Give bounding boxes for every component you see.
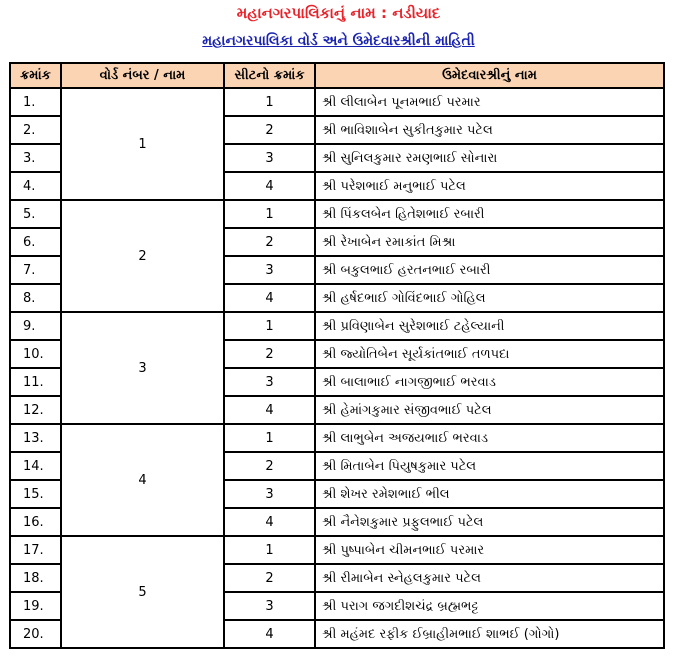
serial-cell: 11.: [10, 368, 61, 396]
serial-cell: 16.: [10, 508, 61, 536]
candidate-name-cell: શ્રી નૈનેશકુમાર પ્રફુલભાઈ પટેલ: [315, 508, 664, 536]
serial-cell: 9.: [10, 312, 61, 340]
seat-number-cell: 4: [224, 508, 315, 536]
ward-number-cell: 2: [61, 200, 224, 312]
seat-number-cell: 4: [224, 620, 315, 648]
header-serial: ક્રમાંક: [10, 63, 61, 88]
seat-number-cell: 4: [224, 172, 315, 200]
corporation-name-title: મહાનગરપાલિકાનું નામ : નડીયાદ: [236, 4, 441, 22]
header-seat: સીટનો ક્રમાંક: [224, 63, 315, 88]
seat-number-cell: 1: [224, 536, 315, 564]
seat-number-cell: 2: [224, 564, 315, 592]
candidate-name-cell: શ્રી લીલાબેન પૂનમભાઈ પરમાર: [315, 88, 664, 116]
candidate-name-cell: શ્રી બકુલભાઈ હરતનભાઈ રબારી: [315, 256, 664, 284]
seat-number-cell: 1: [224, 424, 315, 452]
seat-number-cell: 3: [224, 368, 315, 396]
serial-cell: 3.: [10, 144, 61, 172]
table-row: [10, 88, 664, 116]
candidate-name-cell: શ્રી પરાગ જગદીશચંદ્ર બ્રહ્મભટ્ટ: [315, 592, 664, 620]
seat-number-cell: 2: [224, 116, 315, 144]
serial-cell: 1.: [10, 88, 61, 116]
seat-number-cell: 1: [224, 312, 315, 340]
candidate-name-cell: શ્રી જ્યોતિબેન સૂર્યકાંતભાઈ તળપદા: [315, 340, 664, 368]
ward-number-cell: 5: [61, 536, 224, 648]
candidate-name-cell: શ્રી પુષ્પાબેન ચીમનભાઈ પરમાર: [315, 536, 664, 564]
seat-number-cell: 1: [224, 88, 315, 116]
seat-number-cell: 1: [224, 200, 315, 228]
table-row: [10, 200, 664, 228]
candidate-name-cell: શ્રી બાલાભાઈ નાગજીભાઈ ભરવાડ: [315, 368, 664, 396]
ward-candidate-info-subtitle: [0, 33, 677, 49]
candidate-name-cell: શ્રી હેમાંગકુમાર સંજીવભાઈ પટેલ: [315, 396, 664, 424]
seat-number-cell: 2: [224, 340, 315, 368]
serial-cell: 18.: [10, 564, 61, 592]
serial-cell: 12.: [10, 396, 61, 424]
seat-number-cell: 4: [224, 396, 315, 424]
table-row: [10, 536, 664, 564]
seat-number-cell: 2: [224, 452, 315, 480]
table-body: [10, 88, 664, 648]
candidate-name-cell: શ્રી સુનિલકુમાર રમણભાઈ સોનારા: [315, 144, 664, 172]
serial-cell: 10.: [10, 340, 61, 368]
serial-cell: 6.: [10, 228, 61, 256]
serial-cell: 13.: [10, 424, 61, 452]
ward-number-cell: 3: [61, 312, 224, 424]
serial-cell: 14.: [10, 452, 61, 480]
table-row: [10, 312, 664, 340]
seat-number-cell: 3: [224, 480, 315, 508]
serial-cell: 17.: [10, 536, 61, 564]
table-header-row: [10, 63, 664, 88]
serial-cell: 15.: [10, 480, 61, 508]
subtitle-text: મહાનગરપાલિકા વોર્ડ અને ઉમેદવારશ્રીની માહિતી: [202, 33, 475, 49]
serial-cell: 2.: [10, 116, 61, 144]
candidate-name-cell: શ્રી મિતાબેન પિયુષકુમાર પટેલ: [315, 452, 664, 480]
seat-number-cell: 3: [224, 144, 315, 172]
candidate-name-cell: શ્રી પિંકલબેન હિતેશભાઈ રબારી: [315, 200, 664, 228]
candidate-name-cell: શ્રી હર્ષદભાઈ ગોવિંદભાઈ ગોહિલ: [315, 284, 664, 312]
seat-number-cell: 2: [224, 228, 315, 256]
candidate-name-cell: શ્રી પરેશભાઈ મનુભાઈ પટેલ: [315, 172, 664, 200]
ward-number-cell: 4: [61, 424, 224, 536]
serial-cell: 5.: [10, 200, 61, 228]
candidate-name-cell: શ્રી પ્રવિણાબેન સુરેશભાઈ ટહેલ્યાની: [315, 312, 664, 340]
header-ward: વોર્ડ નંબર / નામ: [61, 63, 224, 88]
candidate-name-cell: શ્રી રેખાબેન રમાકાંત મિશ્રા: [315, 228, 664, 256]
seat-number-cell: 4: [224, 284, 315, 312]
serial-cell: 4.: [10, 172, 61, 200]
candidates-table: [9, 62, 665, 649]
ward-number-cell: 1: [61, 88, 224, 200]
serial-cell: 8.: [10, 284, 61, 312]
serial-cell: 19.: [10, 592, 61, 620]
seat-number-cell: 3: [224, 592, 315, 620]
table-row: [10, 424, 664, 452]
serial-cell: 7.: [10, 256, 61, 284]
candidate-name-cell: શ્રી શેખર રમેશભાઈ ભીલ: [315, 480, 664, 508]
candidate-name-cell: શ્રી રીમાબેન સ્નેહલકુમાર પટેલ: [315, 564, 664, 592]
seat-number-cell: 3: [224, 256, 315, 284]
candidate-name-cell: શ્રી લાભુબેન અજયભાઈ ભરવાડ: [315, 424, 664, 452]
candidate-name-cell: શ્રી મહંમદ રફીક ઈબ્રાહીમભાઈ શાભઈ (ગોગો): [315, 620, 664, 648]
candidate-name-cell: શ્રી ભાવિશાબેન સુકીતકુમાર પટેલ: [315, 116, 664, 144]
serial-cell: 20.: [10, 620, 61, 648]
header-candidate-name: ઉમેદવારશ્રીનું નામ: [315, 63, 664, 88]
